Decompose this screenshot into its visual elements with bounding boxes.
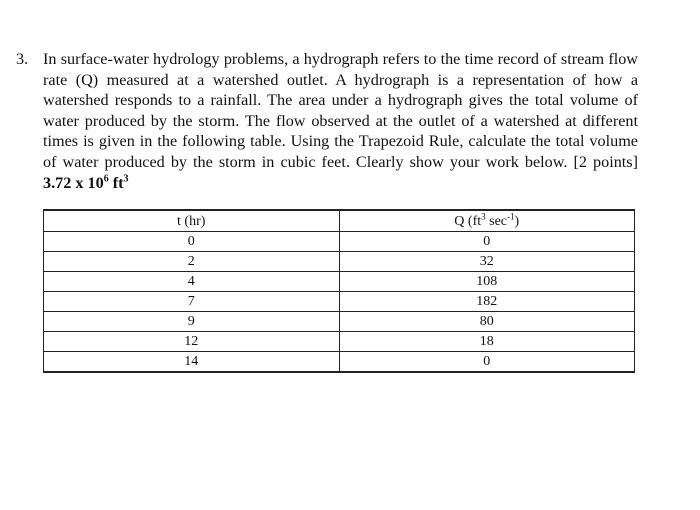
flow-cell: 0 <box>339 232 635 252</box>
flow-header-exp1: 3 <box>481 210 486 221</box>
question-number: 3. <box>16 50 29 68</box>
table-row <box>44 232 635 252</box>
time-cell: 7 <box>44 292 340 312</box>
table-row <box>44 252 635 272</box>
time-cell: 9 <box>44 312 340 332</box>
flow-header-end: ) <box>514 213 520 229</box>
question-text: In surface-water hydrology problems, a hydrograph refers to the time record of stream flow rate (Q) measured at a watershed outlet. A hydrograph is a representation of how a watershed responds to a rainfall. The area under a hydrograph gives the total volume of water produced by the storm. The flow observed at the outlet of a watershed at different times is given in the following table. Using the Trapezoid Rule, calculate the total volume of water produced by the storm in cubic feet. Clearly show your work below. [2 points] <box>43 50 638 171</box>
answer <box>43 174 129 192</box>
table-row <box>44 272 635 292</box>
table-header-row <box>44 210 635 232</box>
flow-column-header <box>339 210 635 232</box>
flow-cell: 80 <box>339 312 635 332</box>
table-row <box>44 352 635 373</box>
answer-unit-exponent: 3 <box>123 173 129 185</box>
flow-cell: 18 <box>339 332 635 352</box>
table-row <box>44 292 635 312</box>
time-column-header: t (hr) <box>44 210 340 232</box>
answer-unit: ft <box>112 173 124 192</box>
flow-cell: 108 <box>339 272 635 292</box>
question-text-block <box>43 49 638 193</box>
time-cell: 12 <box>44 332 340 352</box>
problem-block <box>16 49 638 193</box>
time-cell: 0 <box>44 232 340 252</box>
flow-header-mid: sec <box>485 213 508 229</box>
time-cell: 4 <box>44 272 340 292</box>
table-row <box>44 332 635 352</box>
flow-cell: 32 <box>339 252 635 272</box>
flow-cell: 182 <box>339 292 635 312</box>
time-cell: 14 <box>44 352 340 373</box>
flow-header-base: Q (ft <box>454 213 482 229</box>
flow-cell: 0 <box>339 352 635 373</box>
table-row <box>44 312 635 332</box>
flow-data-table <box>43 209 635 373</box>
time-cell: 2 <box>44 252 340 272</box>
flow-header-exp2: -1 <box>507 210 515 221</box>
answer-main: 3.72 x 10 <box>43 173 104 192</box>
answer-exponent: 6 <box>103 173 109 185</box>
